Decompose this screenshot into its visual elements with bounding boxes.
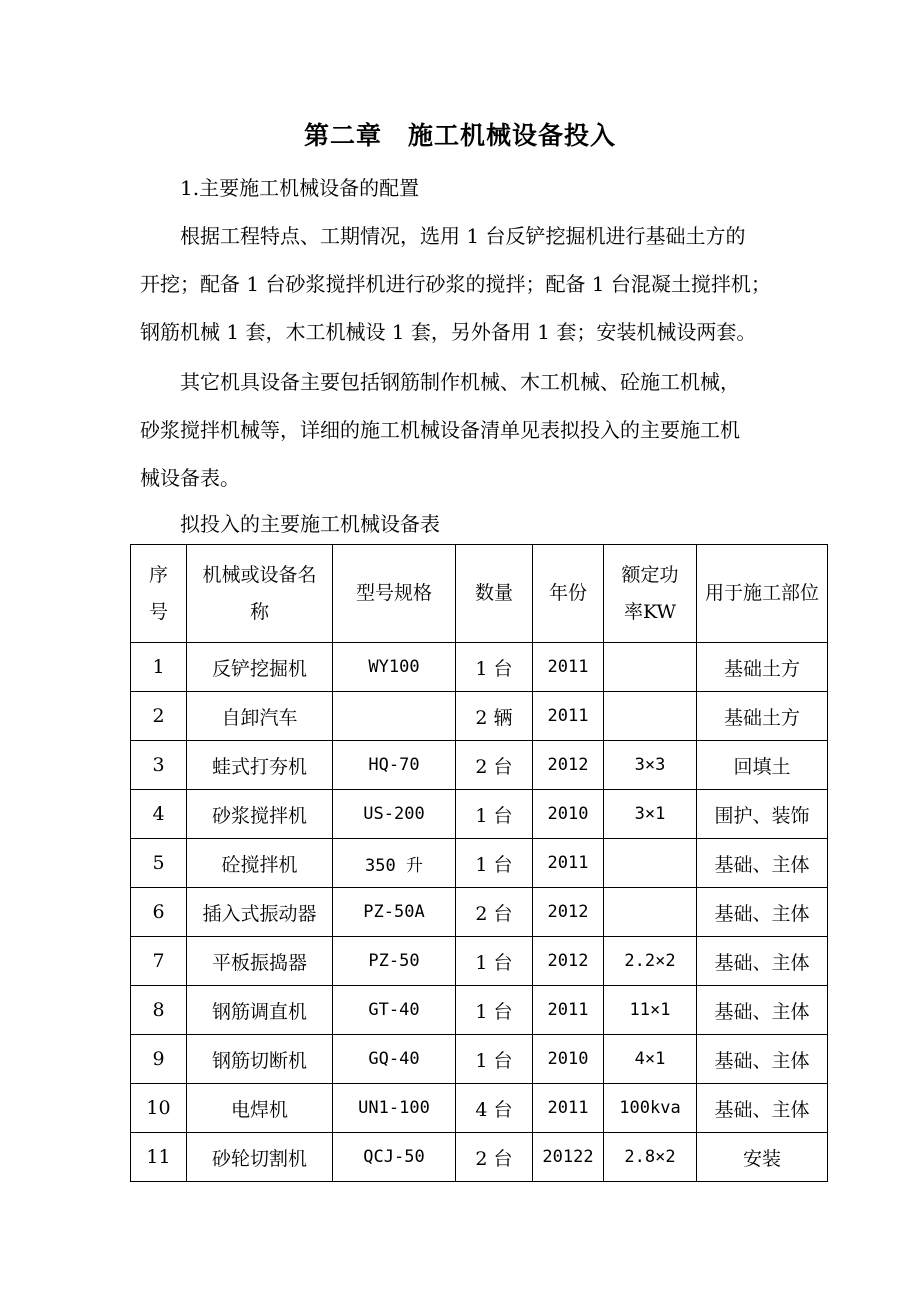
cell-quantity: 2 辆	[456, 692, 533, 741]
cell-power: 3×3	[604, 741, 697, 790]
table-row	[131, 986, 828, 1035]
cell-name: 砂轮切割机	[187, 1133, 333, 1182]
equipment-table	[130, 544, 828, 1182]
cell-name: 平板振捣器	[187, 937, 333, 986]
chapter-title: 第二章 施工机械设备投入	[303, 121, 616, 150]
cell-year: 2012	[533, 741, 604, 790]
cell-year: 2011	[533, 1084, 604, 1133]
cell-usage: 基础、主体	[697, 986, 828, 1035]
table-caption: 拟投入的主要施工机械设备表	[180, 512, 440, 536]
cell-power: 4×1	[604, 1035, 697, 1084]
cell-name: 插入式振动器	[187, 888, 333, 937]
paragraph1-line2: 开挖；配备 1 台砂浆搅拌机进行砂浆的搅拌；配备 1 台混凝土搅拌机；	[140, 272, 771, 296]
header-index: 序号	[131, 545, 187, 643]
cell-index: 10	[131, 1084, 187, 1133]
cell-name: 砼搅拌机	[187, 839, 333, 888]
table-row	[131, 790, 828, 839]
cell-model: UN1-100	[333, 1084, 456, 1133]
cell-quantity: 1 台	[456, 986, 533, 1035]
header-usage: 用于施工部位	[697, 545, 828, 643]
cell-usage: 基础、主体	[697, 937, 828, 986]
cell-year: 2012	[533, 937, 604, 986]
cell-year: 20122	[533, 1133, 604, 1182]
cell-name: 电焊机	[187, 1084, 333, 1133]
cell-quantity: 2 台	[456, 741, 533, 790]
cell-name: 反铲挖掘机	[187, 643, 333, 692]
cell-power: 100kva	[604, 1084, 697, 1133]
cell-name: 砂浆搅拌机	[187, 790, 333, 839]
cell-year: 2011	[533, 839, 604, 888]
cell-usage: 基础、主体	[697, 1084, 828, 1133]
cell-model: PZ-50A	[333, 888, 456, 937]
cell-name: 钢筋切断机	[187, 1035, 333, 1084]
table-row	[131, 741, 828, 790]
table-row	[131, 1084, 828, 1133]
cell-power	[604, 888, 697, 937]
cell-model: US-200	[333, 790, 456, 839]
cell-year: 2012	[533, 888, 604, 937]
cell-model: GT-40	[333, 986, 456, 1035]
cell-power: 3×1	[604, 790, 697, 839]
cell-name: 蛙式打夯机	[187, 741, 333, 790]
cell-year: 2010	[533, 1035, 604, 1084]
cell-year: 2010	[533, 790, 604, 839]
cell-year: 2011	[533, 643, 604, 692]
table-row	[131, 937, 828, 986]
cell-index: 7	[131, 937, 187, 986]
cell-name: 自卸汽车	[187, 692, 333, 741]
paragraph2-line1: 其它机具设备主要包括钢筋制作机械、木工机械、砼施工机械，	[180, 370, 740, 394]
cell-name: 钢筋调直机	[187, 986, 333, 1035]
cell-power	[604, 692, 697, 741]
table-body	[131, 643, 828, 1182]
table-row	[131, 888, 828, 937]
cell-power: 11×1	[604, 986, 697, 1035]
cell-quantity: 1 台	[456, 790, 533, 839]
table-header-row	[131, 545, 828, 643]
cell-year: 2011	[533, 692, 604, 741]
table-row	[131, 839, 828, 888]
header-year: 年份	[533, 545, 604, 643]
header-quantity: 数量	[456, 545, 533, 643]
cell-index: 5	[131, 839, 187, 888]
cell-model	[333, 692, 456, 741]
cell-index: 4	[131, 790, 187, 839]
table-row	[131, 1133, 828, 1182]
header-power: 额定功率KW	[604, 545, 697, 643]
cell-model: GQ-40	[333, 1035, 456, 1084]
cell-index: 11	[131, 1133, 187, 1182]
cell-usage: 基础土方	[697, 643, 828, 692]
paragraph1-line1: 根据工程特点、工期情况，选用 1 台反铲挖掘机进行基础土方的	[180, 224, 746, 248]
cell-quantity: 4 台	[456, 1084, 533, 1133]
table-row	[131, 643, 828, 692]
cell-power	[604, 839, 697, 888]
cell-quantity: 1 台	[456, 643, 533, 692]
cell-model: QCJ-50	[333, 1133, 456, 1182]
cell-index: 9	[131, 1035, 187, 1084]
cell-usage: 安装	[697, 1133, 828, 1182]
header-model: 型号规格	[333, 545, 456, 643]
cell-quantity: 2 台	[456, 1133, 533, 1182]
cell-power: 2.8×2	[604, 1133, 697, 1182]
cell-usage: 基础、主体	[697, 1035, 828, 1084]
cell-quantity: 1 台	[456, 937, 533, 986]
cell-index: 3	[131, 741, 187, 790]
cell-index: 1	[131, 643, 187, 692]
cell-index: 2	[131, 692, 187, 741]
cell-model: WY100	[333, 643, 456, 692]
cell-index: 8	[131, 986, 187, 1035]
cell-usage: 基础、主体	[697, 888, 828, 937]
cell-model: PZ-50	[333, 937, 456, 986]
cell-quantity: 1 台	[456, 839, 533, 888]
paragraph2-line2: 砂浆搅拌机械等，详细的施工机械设备清单见表拟投入的主要施工机	[140, 418, 740, 442]
cell-power	[604, 643, 697, 692]
paragraph2-line3: 械设备表。	[140, 466, 240, 490]
cell-year: 2011	[533, 986, 604, 1035]
cell-power: 2.2×2	[604, 937, 697, 986]
paragraph1-line3: 钢筋机械 1 套，木工机械设 1 套，另外备用 1 套；安装机械设两套。	[140, 320, 757, 344]
cell-usage: 回填土	[697, 741, 828, 790]
cell-usage: 基础土方	[697, 692, 828, 741]
table-row	[131, 692, 828, 741]
cell-quantity: 1 台	[456, 1035, 533, 1084]
cell-usage: 基础、主体	[697, 839, 828, 888]
cell-model: HQ-70	[333, 741, 456, 790]
cell-usage: 围护、装饰	[697, 790, 828, 839]
cell-index: 6	[131, 888, 187, 937]
cell-quantity: 2 台	[456, 888, 533, 937]
header-name: 机械或设备名称	[187, 545, 333, 643]
table-row	[131, 1035, 828, 1084]
cell-model: 350 升	[333, 839, 456, 888]
section-heading: 1.主要施工机械设备的配置	[180, 176, 420, 200]
